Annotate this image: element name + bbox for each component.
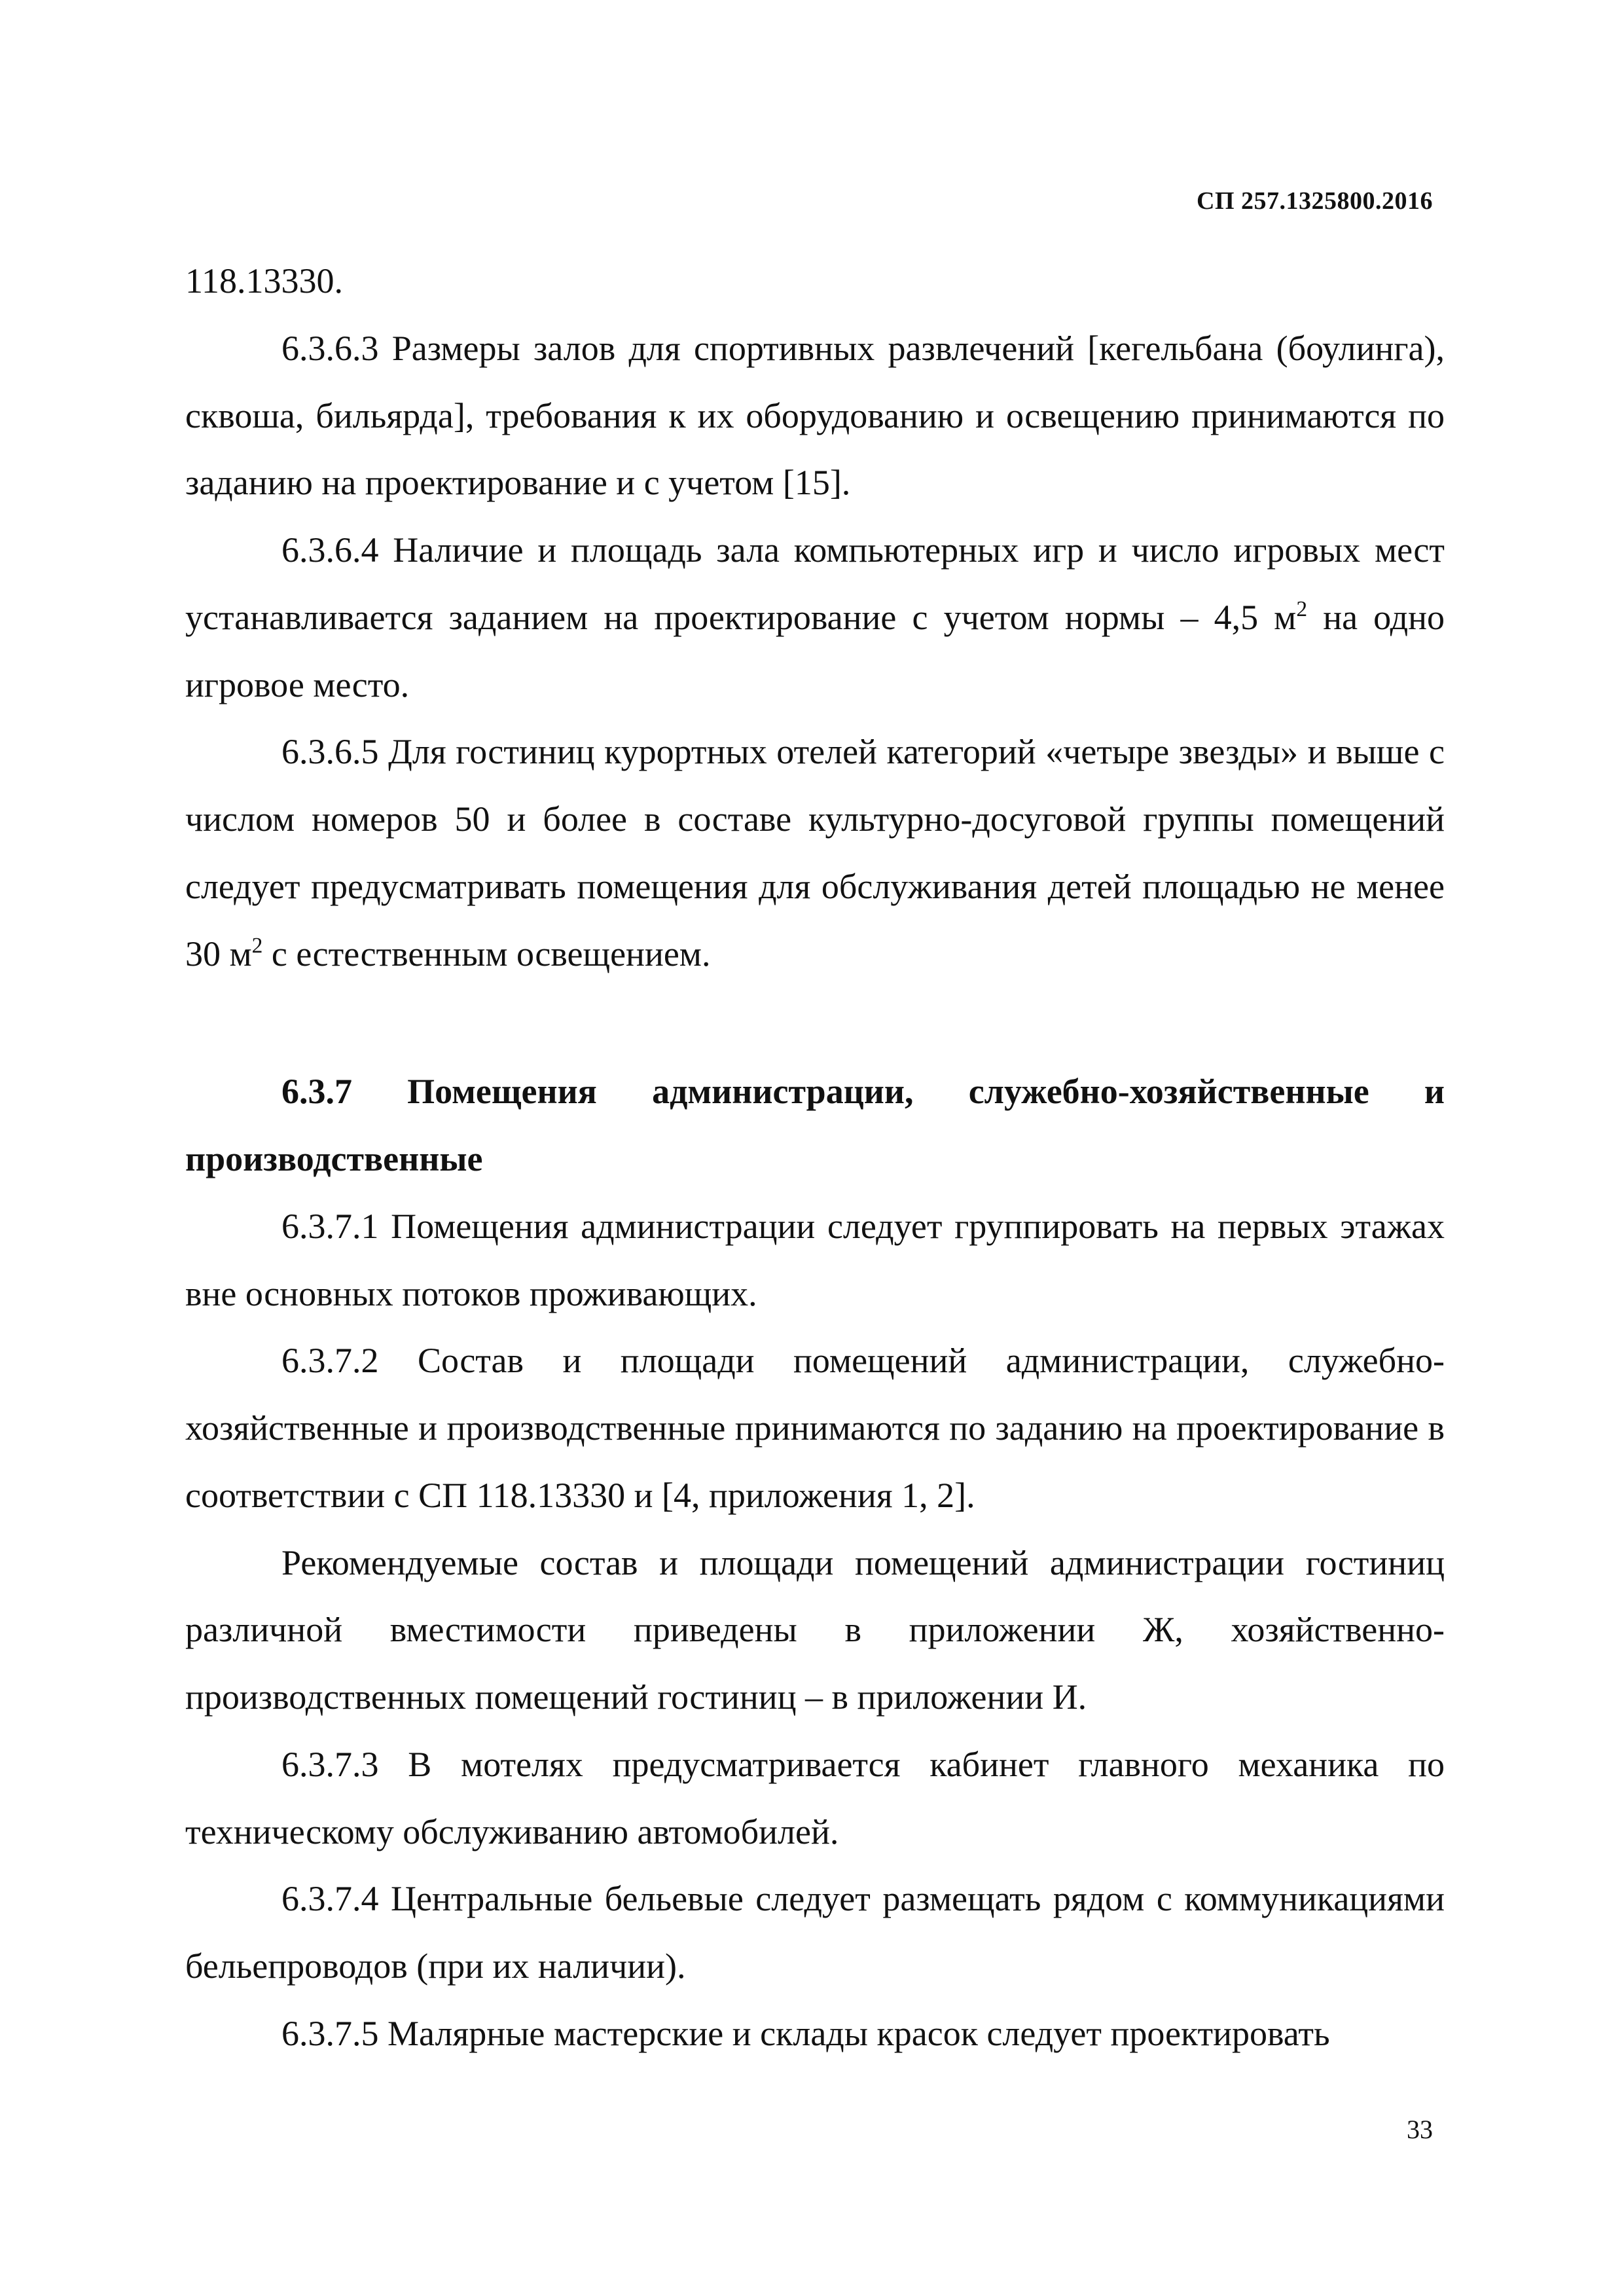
superscript: 2 — [1296, 596, 1308, 621]
paragraph-text: 6.3.6.5 Для гостиниц курортных отелей категорий «четыре звезды» и выше с числом номеров 50 и более в составе культурно-досуговой группы помещений следует предусматривать помещения для обслуживания детей площадью не менее 30 м — [185, 732, 1445, 974]
paragraph-text: на одно игровое место. — [185, 597, 1445, 704]
paragraph-6-3-7-4: 6.3.7.4 Центральные бельевые следует размещать рядом с коммуникациями бельепроводов (при их наличии). — [185, 1879, 1445, 1986]
paragraph-recommended: Рекомендуемые состав и площади помещений администрации гостиниц различной вместимости приведены в приложении Ж, хозяйственно-производственных помещений гостиниц – в приложении И. — [185, 1542, 1445, 1717]
paragraph-6-3-6-3: 6.3.6.3 Размеры залов для спортивных развлечений [кегельбана (боулинга), сквоша, бильярда], требования к их оборудованию и освещению принимаются по заданию на проектирование и с учетом [15]. — [185, 328, 1445, 503]
page-number: 33 — [1407, 2115, 1433, 2144]
paragraph-text: с естественным освещением. — [262, 934, 711, 974]
superscript: 2 — [251, 933, 263, 958]
paragraph-6-3-7-3: 6.3.7.3 В мотелях предусматривается кабинет главного механика по техническому обслуживанию автомобилей. — [185, 1744, 1445, 1851]
paragraph-6-3-7-5: 6.3.7.5 Малярные мастерские и склады красок следует проектировать — [281, 2013, 1330, 2053]
document-code-header: СП 257.1325800.2016 — [1197, 187, 1433, 215]
section-heading-6-3-7: 6.3.7 Помещения администрации, служебно-хозяйственные и производственные — [185, 1072, 1445, 1178]
body-text — [185, 247, 1445, 2068]
paragraph-6-3-6-5 — [185, 718, 1445, 987]
paragraph-6-3-6-4 — [185, 517, 1445, 718]
paragraph-continuation: 118.13330. — [185, 261, 343, 301]
paragraph-6-3-7-2: 6.3.7.2 Состав и площади помещений администрации, служебно-хозяйственные и производственные принимаются по заданию на проектирование в соответствии с СП 118.13330 и [4, приложения 1, 2]. — [185, 1341, 1445, 1515]
paragraph-text: 6.3.6.4 Наличие и площадь зала компьютерных игр и число игровых мест устанавливается заданием на проектирование с учетом нормы – 4,5 м — [185, 530, 1445, 637]
paragraph-6-3-7-1: 6.3.7.1 Помещения администрации следует группировать на первых этажах вне основных потоков проживающих. — [185, 1206, 1445, 1313]
